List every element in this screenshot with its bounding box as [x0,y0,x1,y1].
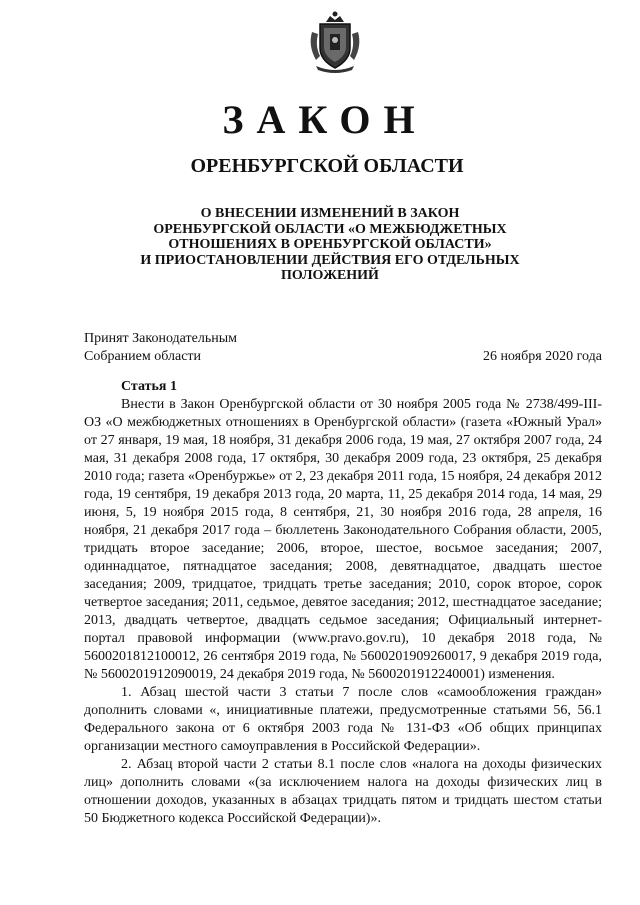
subject-line: И ПРИОСТАНОВЛЕНИИ ДЕЙСТВИЯ ЕГО ОТДЕЛЬНЫХ [140,252,520,268]
article-paragraph: 2. Абзац второй части 2 статьи 8.1 после слов «налога на доходы физических лиц» дополнить словами «(за исключением налога на доходы физических лиц в отношении доходов, указанных в абзацах тридцать пятом и тридцать шестом статьи 50 Бюджетного кодекса Российской Федерации)». [84,757,602,826]
law-title: ЗАКОН [222,97,428,142]
adoption-line: Принят Законодательным [84,331,237,346]
region-title: ОРЕНБУРГСКОЙ ОБЛАСТИ [190,155,464,177]
adoption-body [84,330,237,366]
subject-line: О ВНЕСЕНИИ ИЗМЕНЕНИЙ В ЗАКОН [200,206,460,221]
subject-line: ПОЛОЖЕНИЙ [281,268,379,284]
subject-line: ОТНОШЕНИЯХ В ОРЕНБУРГСКОЙ ОБЛАСТИ» [168,237,492,253]
article-paragraph: Внести в Закон Оренбургской области от 30 ноября 2005 года № 2738/499-III-ОЗ «О межбюджетных отношениях в Оренбургской области» (газета «Южный Урал» от 27 января, 19 мая, 18 ноября, 31 декабря 2006 года, 19 мая, 27 октября 2007 года, 24 мая, 31 декабря 2008 года, 17 октября, 30 декабря 2009 года, 23 октября, 25 декабря 2010 года; газета «Оренбуржье» от 2, 23 декабря 2011 года, 15 ноября, 24 декабря 2012 года, 19 сентября, 19 декабря 2013 года, 20 марта, 11, 25 декабря 2014 года, 14 мая, 29 июня, 5, 19 ноября 2015 года, 8 сентября, 21, 30 ноября 2016 года, 28 апреля, 16 ноября, 21 декабря 2017 года – бюллетень Законодательного Собрания области, 2005, тридцать второе заседание; 2006, второе, шестое, восьмое заседания; 2007, одиннадцатое, пятнадцатое заседания; 2008, девятнадцатое, двадцать шестое заседания; 2009, тридцатое, тридцать третье заседания; 2010, сорок второе, сорок четвертое заседания; 2011, седьмое, девятое заседания; 2012, шестнадцатое заседание; 2013, двадцать четвертое, двадцать седьмое заседания; Официальный интернет-портал правовой информации (www.pravo.gov.ru), 10 декабря 2018 года, № 5600201812100012, 26 сентября 2019 года, № 5600201909260017, 9 декабря 2019 года, № 5600201912090019, 24 декабря 2019 года, № 5600201912240001) изменения. [84,397,602,682]
article-paragraph: 1. Абзац шестой части 3 статьи 7 после слов «самообложения граждан» дополнить словами «, инициативные платежи, предусмотренные статьями 56, 56.1 Федерального закона от 6 октября 2003 года № 131-ФЗ «Об общих принципах организации местного самоуправления в Российской Федерации». [84,685,602,754]
article-body [84,378,602,828]
article-heading: Статья 1 [121,379,177,394]
adoption-line: Собранием области [84,349,202,364]
subject-line: ОРЕНБУРГСКОЙ ОБЛАСТИ «О МЕЖБЮДЖЕТНЫХ [153,221,507,237]
adoption-date: 26 ноября 2020 года [482,349,602,364]
coat-of-arms-icon [306,10,364,74]
law-subject [110,206,550,284]
